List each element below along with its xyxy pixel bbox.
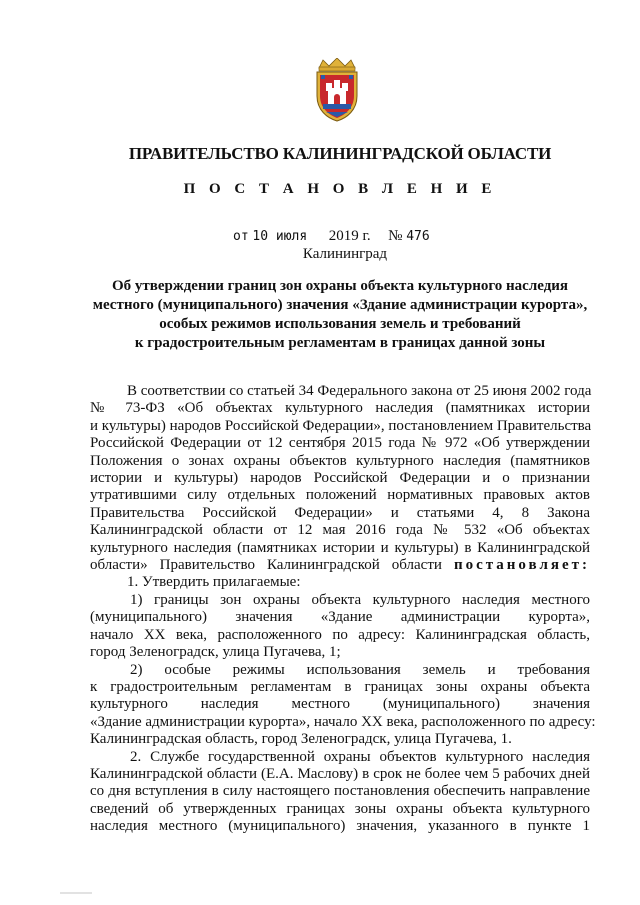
body-line: Российской Федерации от 12 сентября 2015 года № 972 «Об утверждении xyxy=(90,435,590,452)
date-year: 2019 г. xyxy=(328,228,371,244)
document-number: 476 xyxy=(406,229,430,244)
date-number-line xyxy=(233,228,430,245)
body-line: со дня вступления в силу настоящего постановления обеспечить направление xyxy=(90,783,590,800)
city: Калининград xyxy=(302,246,388,262)
body-line: начало XX века, расположенного по адресу: Калининградская область, xyxy=(90,626,590,643)
body-line: к градостроительным регламентам в границах зоны охраны объекта xyxy=(90,678,590,695)
item-1: 1. Утвердить прилагаемые: xyxy=(127,574,301,591)
body-line: истории и культуры) народов Российской Федерации и о признании xyxy=(90,470,590,487)
body-line: сведений об утвержденных границах зоны охраны объекта культурного xyxy=(90,800,590,817)
body-line: 1) границы зон охраны объекта культурного наследия местного xyxy=(130,591,590,608)
body-line: утратившими силу отдельных положений нормативных правовых актов xyxy=(90,487,590,504)
decides-word: постановляет: xyxy=(453,557,591,574)
number-label: № xyxy=(388,228,403,244)
body-line: наследия местного (муниципального) значения, указанного в пункте 1 xyxy=(90,818,590,835)
body-line: Калининградской области от 12 мая 2016 года № 532 «Об объектах xyxy=(90,522,590,539)
body-line: (муниципального) значения «Здание администрации курорта», xyxy=(90,609,590,626)
body-line: Правительства Российской Федерации» и статьями 4, 8 Закона xyxy=(90,504,590,521)
body-line: 2. Службе государственной охраны объектов культурного наследия xyxy=(130,748,590,765)
body-line: и культуры) народов Российской Федерации», постановлением Правительства xyxy=(90,417,592,434)
body-line: «Здание администрации курорта», начало XX века, расположенного по адресу: xyxy=(90,713,596,730)
body-line: культурного наследия местного (муниципального) значения xyxy=(90,696,590,713)
body-line: Калининградская область, город Зеленоградск, улица Пугачева, 1. xyxy=(90,731,512,748)
body-line: В соответствии со статьей 34 Федерального закона от 25 июня 2002 года xyxy=(127,383,592,399)
title-line: местного (муниципального) значения «Здание администрации курорта», xyxy=(92,297,588,313)
document-title xyxy=(0,277,640,353)
body-line: культурного наследия (памятниках истории и культуры) в Калининградской xyxy=(90,539,590,556)
government-name: ПРАВИТЕЛЬСТВО КАЛИНИНГРАДСКОЙ ОБЛАСТИ xyxy=(128,144,552,163)
document-type: П О С Т А Н О В Л Е Н И Е xyxy=(183,181,497,197)
title-line: Об утверждении границ зон охраны объекта культурного наследия xyxy=(111,278,569,294)
body-line: 2) особые режимы использования земель и требования xyxy=(130,661,590,678)
date-prefix: от xyxy=(233,229,249,244)
title-line: особых режимов использования земель и требований xyxy=(159,316,521,332)
body-line: № 73-ФЗ «Об объектах культурного наследия (памятниках истории xyxy=(90,400,590,417)
body-line: Калининградской области (Е.А. Маслову) в срок не более чем 5 рабочих дней xyxy=(90,765,590,782)
body-line xyxy=(90,557,590,574)
date-day-month: 10 июля xyxy=(252,229,308,244)
title-line: к градостроительным регламентам в границах данной зоны xyxy=(134,335,546,351)
scan-mark xyxy=(60,892,92,894)
document-body xyxy=(90,383,596,836)
body-line: город Зеленоградск, улица Пугачева, 1; xyxy=(90,644,341,661)
body-text: области» Правительство Калининградской области xyxy=(90,557,442,574)
coat-of-arms-emblem xyxy=(309,58,365,122)
body-line: Положения о зонах охраны объектов культурного наследия (памятников xyxy=(90,452,590,469)
